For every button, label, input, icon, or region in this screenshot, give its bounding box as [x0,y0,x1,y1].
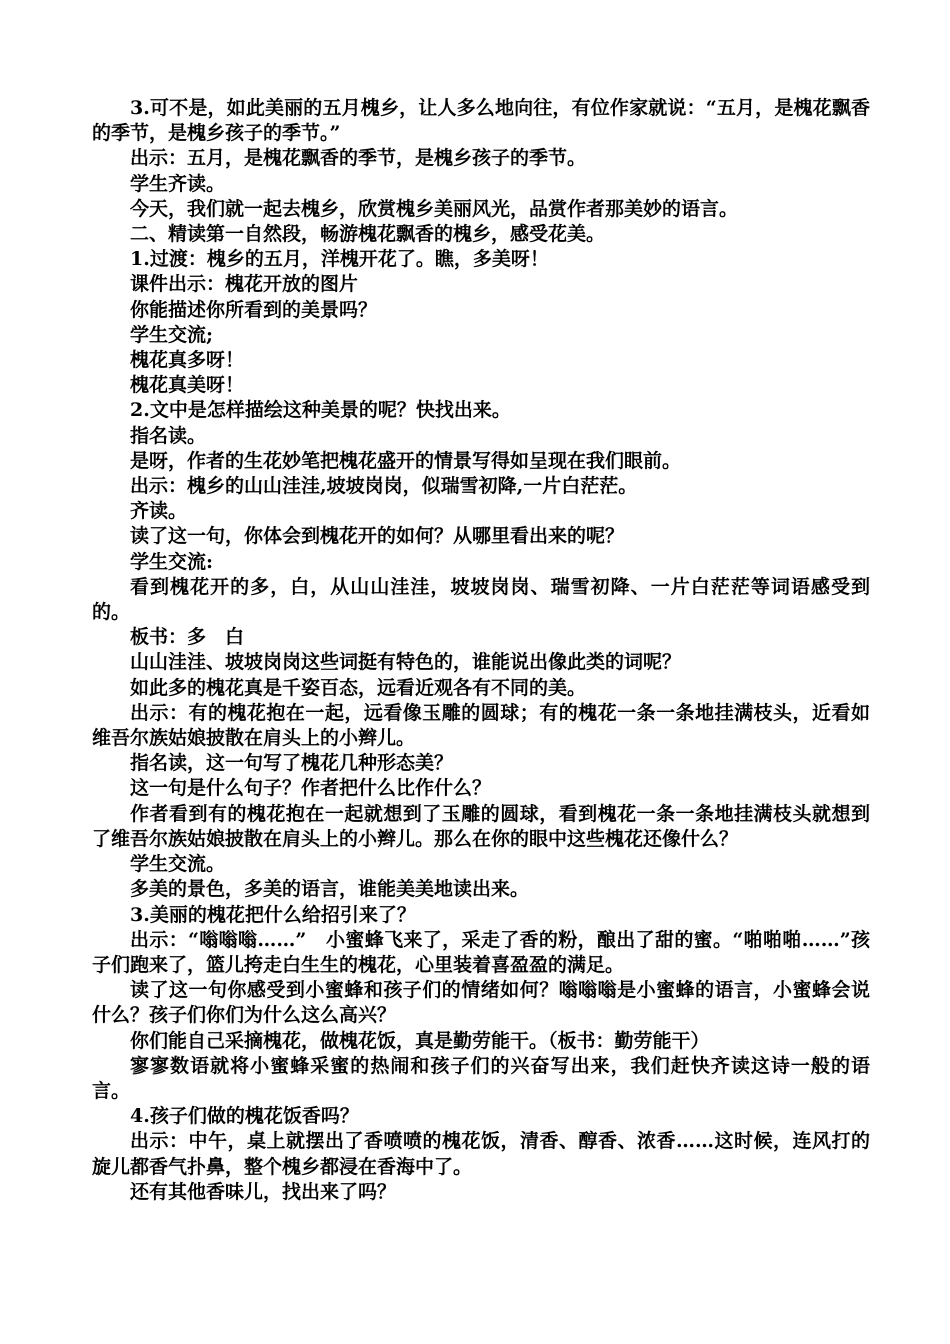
paragraph: 指名读。 [130,424,207,447]
paragraph: 板书：多 白 [130,626,245,649]
paragraph: 学生交流。 [130,853,226,876]
paragraph: 这一句是什么句子？作者把什么比作什么？ [130,777,492,800]
paragraph: 寥寥数语就将小蜜蜂采蜜的热闹和孩子们的兴奋写出来，我们赶快齐读这诗一般的语言。 [92,1054,870,1102]
paragraph: 4.孩子们做的槐花饭香吗？ [130,1105,359,1128]
paragraph: 学生交流: [130,550,214,573]
paragraph: 山山洼洼、坡坡岗岗这些词挺有特色的，谁能说出像此类的词呢？ [130,651,682,674]
paragraph: 读了这一句，你体会到槐花开的如何？从哪里看出来的呢？ [130,525,625,548]
paragraph: 齐读。 [130,500,188,523]
paragraph: 学生齐读。 [130,172,226,195]
paragraph: 1.过渡：槐乡的五月，洋槐开花了。瞧，多美呀！ [130,248,549,271]
paragraph: 如此多的槐花真是千姿百态，远看近观各有不同的美。 [130,676,587,699]
paragraph: 你能描述你所看到的美景吗？ [130,298,378,321]
paragraph: 出示：中午，桌上就摆出了香喷喷的槐花饭，清香、醇香、浓香……这时候，连风打的旋儿都香气扑鼻，整个槐乡都浸在香海中了。 [92,1130,870,1178]
paragraph: 课件出示：槐花开放的图片 [130,273,359,296]
paragraph: 出示：槐乡的山山洼洼,坡坡岗岗，似瑞雪初降,一片白茫茫。 [130,475,638,498]
paragraph: 学生交流; [130,323,214,346]
section-heading: 二、精读第一自然段，畅游槐花飘香的槐乡，感受花美。 [130,223,606,246]
paragraph: 作者看到有的槐花抱在一起就想到了玉雕的圆球，看到槐花一条一条地挂满枝头就想到了维吾尔族姑娘披散在肩头上的小辫儿。那么在你的眼中这些槐花还像什么？ [92,802,870,850]
paragraph: 今天，我们就一起去槐乡，欣赏槐乡美丽风光，品赏作者那美妙的语言。 [130,197,739,220]
paragraph: 3.可不是，如此美丽的五月槐乡，让人多么地向往，有位作家就说：“五月，是槐花飘香的季节，是槐乡孩子的季节。” [92,97,870,145]
paragraph: 2.文中是怎样描绘这种美景的呢？快找出来。 [130,399,511,422]
paragraph: 你们能自己采摘槐花，做槐花饭，真是勤劳能干。（板书：勤劳能干） [130,1029,710,1052]
paragraph: 槐花真美呀！ [130,374,245,397]
paragraph: 多美的景色，多美的语言，谁能美美地读出来。 [130,878,530,901]
paragraph: 出示：“嗡嗡嗡……” 小蜜蜂飞来了，采走了香的粉，酿出了甜的蜜。“啪啪啪……”孩子们跑来了，篮儿挎走白生生的槐花，心里装着喜盈盈的满足。 [92,928,870,976]
paragraph: 看到槐花开的多，白，从山山洼洼，坡坡岗岗、瑞雪初降、一片白茫茫等词语感受到的。 [92,575,870,624]
paragraph: 指名读，这一句写了槐花几种形态美？ [130,752,454,775]
paragraph: 3.美丽的槐花把什么给招引来了？ [130,903,416,926]
paragraph: 读了这一句你感受到小蜜蜂和孩子们的情绪如何？嗡嗡嗡是小蜜蜂的语言，小蜜蜂会说什么？孩子们你们为什么这么高兴？ [92,979,870,1027]
paragraph: 还有其他香味儿，找出来了吗？ [130,1180,397,1203]
paragraph: 槐花真多呀！ [130,349,245,372]
paragraph: 出示：五月，是槐花飘香的季节，是槐乡孩子的季节。 [130,147,587,170]
paragraph: 是呀，作者的生花妙笔把槐花盛开的情景写得如呈现在我们眼前。 [130,449,682,472]
paragraph: 出示：有的槐花抱在一起，远看像玉雕的圆球；有的槐花一条一条地挂满枝头，近看如维吾尔族姑娘披散在肩头上的小辫儿。 [92,701,870,750]
